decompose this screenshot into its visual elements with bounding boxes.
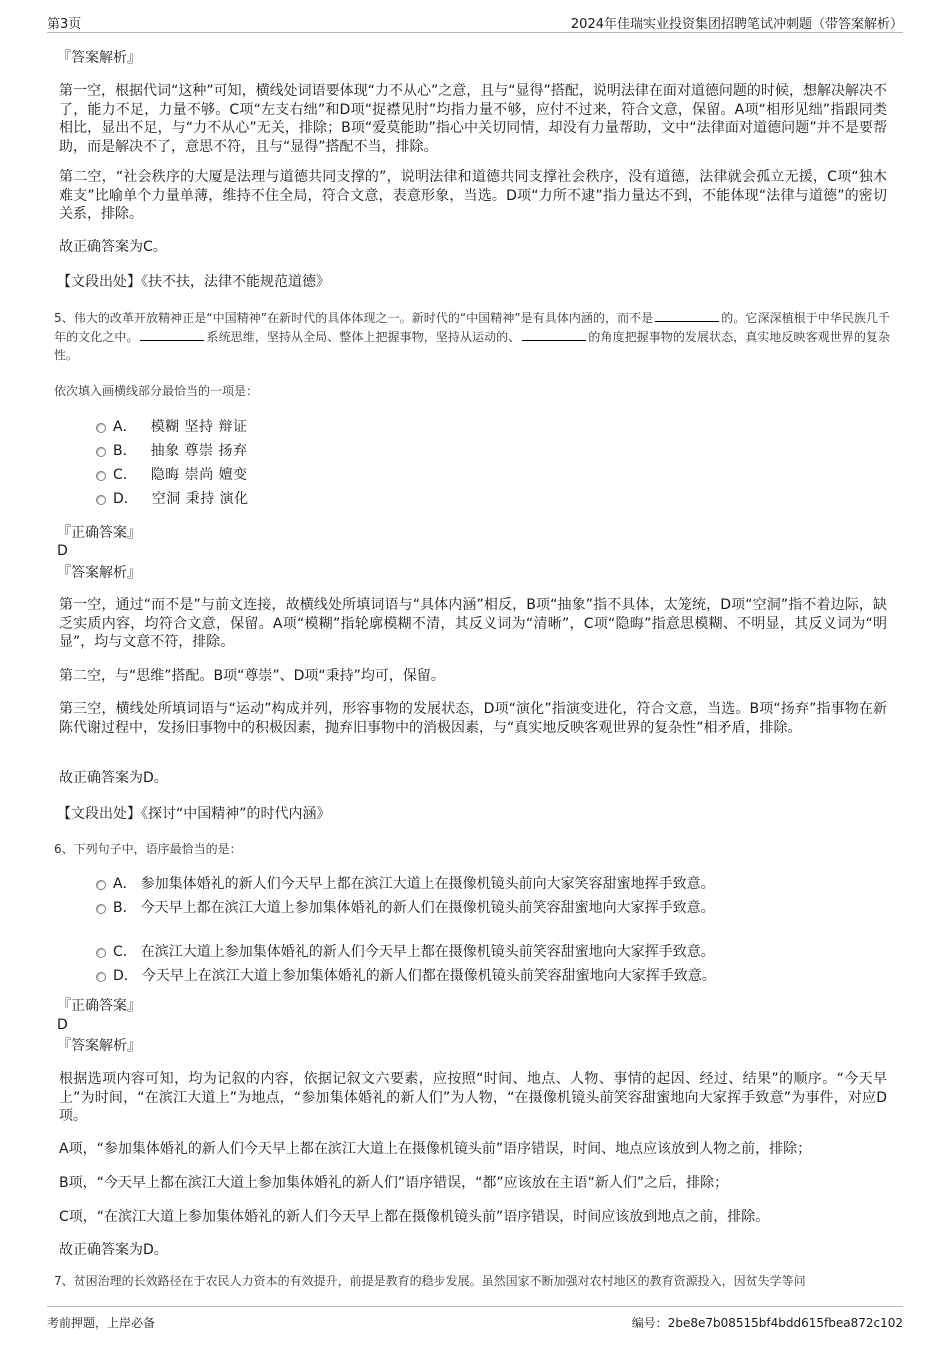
radio-icon[interactable]	[96, 972, 106, 982]
page-number: 第3页	[47, 17, 82, 32]
document-title: 2024年佳瑞实业投资集团招聘笔试冲刺题（带答案解析）	[570, 17, 903, 32]
q6-option-a[interactable]: A． 参加集体婚礼的新人们今天早上都在滨江大道上在摄像机镜头前向大家笑容甜蜜地挥手致意。	[57, 872, 857, 896]
analysis-label: 『答案解析』	[57, 1038, 141, 1054]
q6-conclusion: 故正确答案为D。	[59, 1242, 168, 1258]
q6-stem: 6、下列句子中，语序最恰当的是：	[54, 842, 242, 856]
q5-instruction: 依次填入画横线部分最恰当的一项是：	[54, 384, 259, 398]
q4-analysis-p1: 第一空，根据代词“这种”可知，横线处词语要体现“力不从心”之意，且与“显得”搭配，说明法律在面对道德问题的时候，想解决解决不了，能力不足，力量不够。C项“左支右绌”和D项“捉襟见肘”均指力量不够，应付不过来，符合文意，保留。A项“相形见绌”指跟同类相比，显出不足，与“力不从心”无关，排除；B项“爱莫能助”指心中关切同情，却没有力量帮助，文中“法律面对道德问题”并不是要帮助，而是解决不了，意思不符，且与“显得”搭配不当，排除。	[59, 83, 887, 155]
q5-analysis-p3: 第三空，横线处所填词语与“运动”构成并列，形容事物的发展状态，D项“演化”指演变进化，符合文意，当选。B项“扬弃”指事物在新陈代谢过程中，发扬旧事物中的积极因素，抛弃旧事物中的消极因素，与“真实地反映客观世界的复杂性”相矛盾，排除。	[59, 701, 887, 736]
q6-option-b[interactable]: B． 今天早上都在滨江大道上参加集体婚礼的新人们在摄像机镜头前笑容甜蜜地向大家挥手致意。	[57, 896, 857, 920]
source-tag: 【文段出处】	[57, 806, 141, 822]
q6-answer: D	[57, 1017, 68, 1033]
correct-answer-label: 『正确答案』	[57, 525, 141, 541]
footer-slogan: 考前押题，上岸必备	[47, 1316, 156, 1330]
q4-conclusion: 故正确答案为C。	[59, 239, 167, 255]
radio-icon[interactable]	[96, 447, 106, 457]
radio-icon[interactable]	[96, 948, 106, 958]
analysis-label: 『答案解析』	[57, 50, 141, 66]
q5-stem-a: 5、伟大的改革开放精神正是“中国精神”在新时代的具体体现之一。新时代的“中国精神”是有具体内涵的，而不是	[54, 311, 654, 325]
q5-blank-2	[140, 329, 204, 341]
q5-source	[57, 805, 331, 823]
q5-option-a[interactable]: A． 模糊 坚持 辩证	[57, 415, 657, 439]
q5-options	[57, 415, 657, 511]
q5-stem-b: 的。它深深植根于中华民族几千年的文化之中。	[54, 311, 890, 344]
radio-icon[interactable]	[96, 495, 106, 505]
page-header	[47, 8, 903, 33]
q5-analysis-p1: 第一空，通过“而不是”与前文连接，故横线处所填词语与“具体内涵”相反，B项“抽象”指不具体，太笼统，D项“空洞”指不着边际，缺乏实质内容，均符合文意，保留。A项“模糊”指轮廓模糊不清，其反义词为“清晰”，C项“隐晦”指意思模糊、不明显，其反义词为“明显”，均与文意不符，排除。	[59, 597, 887, 650]
radio-icon[interactable]	[96, 880, 106, 890]
q6-option-c[interactable]: C． 在滨江大道上参加集体婚礼的新人们今天早上都在摄像机镜头前笑容甜蜜地向大家挥手致意。	[57, 940, 857, 964]
q5-stem	[54, 309, 890, 365]
q6-analysis-p3: B项，“今天早上都在滨江大道上参加集体婚礼的新人们”语序错误，“都”应该放在主语“新人们”之后，排除；	[59, 1175, 729, 1191]
q5-blank-1	[655, 310, 719, 322]
q6-analysis-p2: A项，“参加集体婚礼的新人们今天早上都在滨江大道上在摄像机镜头前”语序错误，时间、地点应该放到人物之前，排除；	[59, 1141, 812, 1157]
document-id: 编号：2be8e7b08515bf4bdd615fbea872c102	[631, 1316, 903, 1330]
q4-analysis-p2: 第二空，“社会秩序的大厦是法理与道德共同支撑的”，说明法律和道德共同支撑社会秩序，没有道德，法律就会孤立无援，C项“独木难支”比喻单个力量单薄，维持不住全局，符合文意，表意形象，当选。D项“力所不逮”指力量达不到，不能体现“法律与道德”的密切关系，排除。	[59, 169, 887, 222]
q5-option-d[interactable]: D． 空洞 秉持 演化	[57, 487, 657, 511]
q6-analysis-p1: 根据选项内容可知，均为记叙的内容，依据记叙文六要素，应按照“时间、地点、人物、事情的起因、经过、结果”的顺序。“今天早上”为时间，“在滨江大道上”为地点，“参加集体婚礼的新人们”为人物，“在摄像机镜头前笑容甜蜜地向大家挥手致意”为事件，对应D项。	[59, 1071, 887, 1124]
q5-source-title: 《探讨“中国精神”的时代内涵》	[141, 806, 331, 822]
q4-source-title: 《扶不扶，法律不能规范道德》	[141, 274, 330, 290]
q4-source	[57, 273, 330, 291]
q5-stem-c: 系统思维，坚持从全局、整体上把握事物，坚持从运动的、	[206, 329, 521, 344]
page-footer	[47, 1306, 903, 1333]
radio-icon[interactable]	[96, 904, 106, 914]
q6-option-d[interactable]: D． 今天早上在滨江大道上参加集体婚礼的新人们都在摄像机镜头前笑容甜蜜地向大家挥手致意。	[57, 964, 857, 988]
q7-stem: 7、贫困治理的长效路径在于农民人力资本的有效提升，前提是教育的稳步发展。虽然国家不断加强对农村地区的教育资源投入，因贫失学等问	[54, 1274, 806, 1288]
q5-option-b[interactable]: B． 抽象 尊崇 扬弃	[57, 439, 657, 463]
radio-icon[interactable]	[96, 471, 106, 481]
correct-answer-label: 『正确答案』	[57, 998, 141, 1014]
q5-analysis-p2: 第二空，与“思维”搭配。B项“尊崇”、D项“秉持”均可，保留。	[59, 668, 445, 684]
radio-icon[interactable]	[96, 423, 106, 433]
q5-blank-3	[522, 329, 586, 341]
analysis-label: 『答案解析』	[57, 565, 141, 581]
q5-option-c[interactable]: C． 隐晦 崇尚 嬗变	[57, 463, 657, 487]
q6-options-top	[57, 872, 857, 920]
q5-answer: D	[57, 543, 68, 559]
source-tag: 【文段出处】	[57, 274, 141, 290]
q6-analysis-p4: C项，“在滨江大道上参加集体婚礼的新人们今天早上都在摄像机镜头前”语序错误，时间应该放到地点之前，排除。	[59, 1209, 770, 1225]
q5-conclusion: 故正确答案为D。	[59, 770, 168, 786]
q5-stem-d: 的角度把握事物的发展状态，真实地反映客观世界的复杂性。	[54, 329, 890, 362]
q6-options-bottom	[57, 940, 857, 988]
